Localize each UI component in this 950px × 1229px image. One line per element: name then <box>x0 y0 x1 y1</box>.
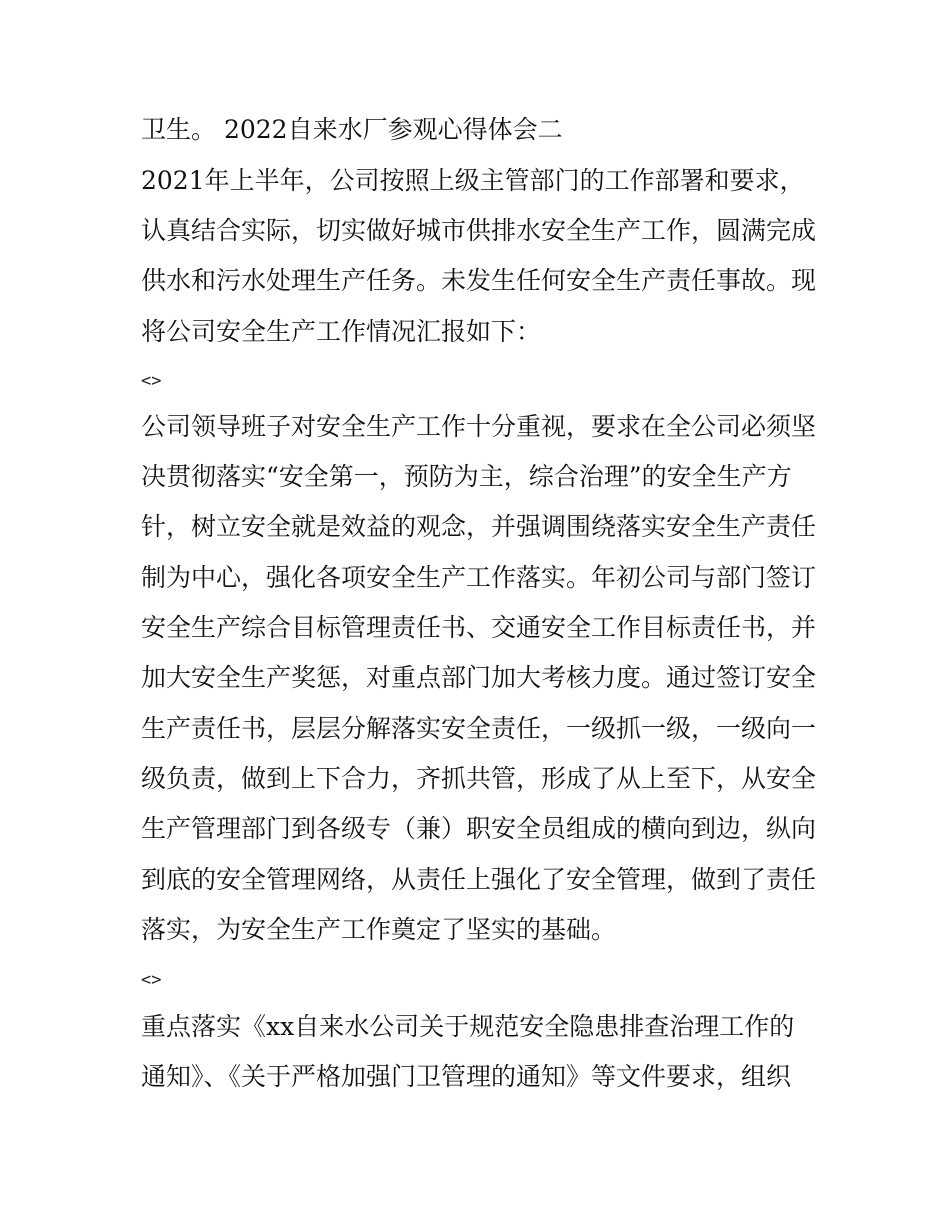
text-line: 针，树立安全就是效益的观念，并强调围绕落实安全生产责任 <box>141 512 817 541</box>
text-line: 级负责，做到上下合力，齐抓共管，形成了从上至下，从安全 <box>141 764 817 793</box>
text-line: 认真结合实际，切实做好城市供排水安全生产工作，圆满完成 <box>141 216 817 245</box>
text-line: 供水和污水处理生产任务。未发生任何安全生产责任事故。现 <box>141 266 817 295</box>
text-line: 2021年上半年，公司按照上级主管部门的工作部署和要求， <box>141 166 805 195</box>
text-line: 生产管理部门到各级专（兼）职安全员组成的横向到边，纵向 <box>141 814 817 843</box>
text-line: 公司领导班子对安全生产工作十分重视，要求在全公司必须坚 <box>141 412 817 441</box>
text-line: 重点落实《xx自来水公司关于规范安全隐患排查治理工作的 <box>141 1012 795 1041</box>
section-separator: <> <box>141 970 162 990</box>
text-line: 通知》、《关于严格加强门卫管理的通知》等文件要求，组织 <box>141 1062 792 1091</box>
text-line: 安全生产综合目标管理责任书、交通安全工作目标责任书，并 <box>141 613 817 642</box>
text-line-heading: 卫生。 2022自来水厂参观心得体会二 <box>141 115 563 144</box>
text-line: 制为中心，强化各项安全生产工作落实。年初公司与部门签订 <box>141 563 817 592</box>
text-line: 将公司安全生产工作情况汇报如下： <box>141 317 542 346</box>
text-line: 落实，为安全生产工作奠定了坚实的基础。 <box>141 915 617 944</box>
section-separator: <> <box>141 371 162 391</box>
text-line: 加大安全生产奖惩，对重点部门加大考核力度。通过签订安全 <box>141 663 817 692</box>
text-line: 决贯彻落实“安全第一，预防为主，综合治理”的安全生产方 <box>141 462 792 491</box>
text-line: 生产责任书，层层分解落实安全责任，一级抓一级，一级向一 <box>141 714 817 743</box>
text-line: 到底的安全管理网络，从责任上强化了安全管理，做到了责任 <box>141 865 817 894</box>
